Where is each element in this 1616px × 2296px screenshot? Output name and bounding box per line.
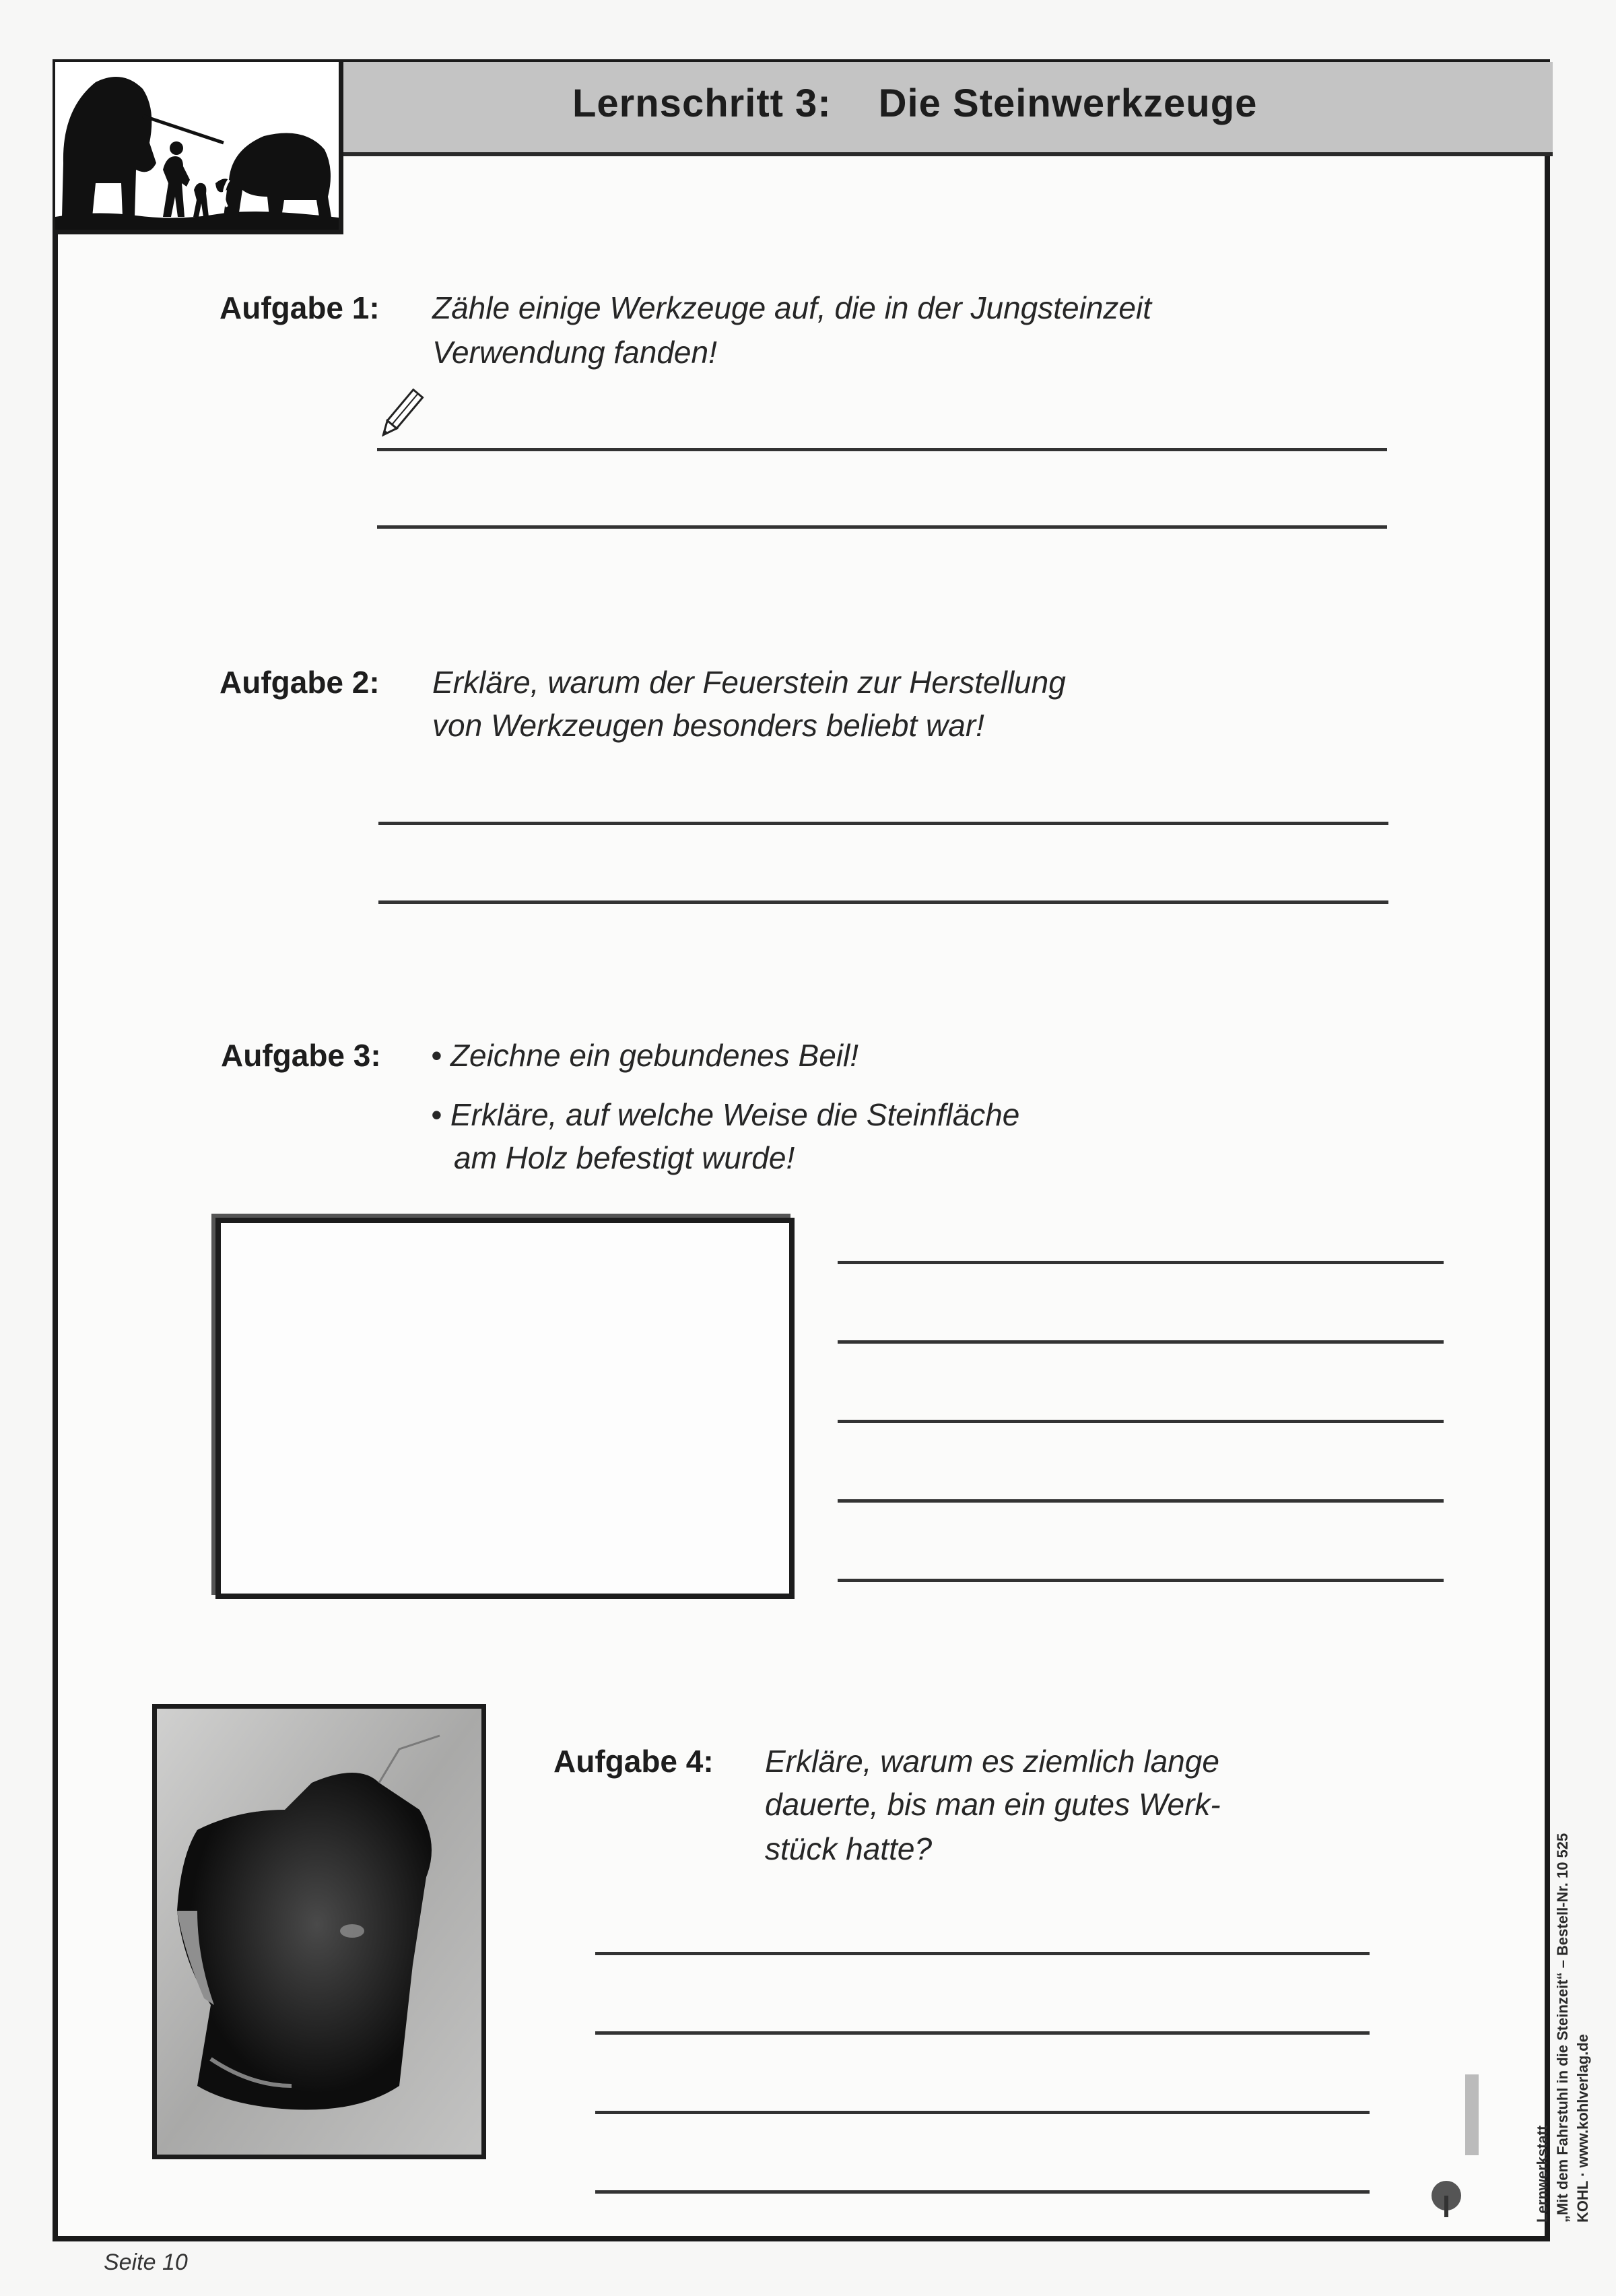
task-3-line-2: • Erkläre, auf welche Weise die Steinfläche [431, 1097, 1020, 1132]
answer-line[interactable] [377, 525, 1387, 529]
task-1-line-2: Verwendung fanden! [432, 335, 717, 370]
title-text: Die Steinwerkzeuge [878, 81, 1258, 125]
task-2-line-2: von Werkzeugen besonders beliebt war! [432, 708, 984, 743]
answer-line[interactable] [595, 2111, 1370, 2114]
answer-line[interactable] [838, 1420, 1444, 1423]
publisher-url[interactable]: www.kohlverlag.de [1574, 2034, 1591, 2168]
page-number: Seite 10 [104, 2250, 188, 2275]
answer-line[interactable] [595, 1952, 1370, 1955]
publisher-name: KOHL [1574, 2181, 1591, 2223]
publisher-sidebar [1533, 1833, 1593, 2223]
answer-line[interactable] [838, 1340, 1444, 1344]
step-label: Lernschritt 3: [572, 81, 832, 125]
sidebar-publisher: KOHL · www.kohlverlag.de [1574, 2034, 1591, 2223]
task-1-line-1: Zähle einige Werkzeuge auf, die in der Jungsteinzeit [432, 290, 1152, 325]
sidebar-series: Lernwerkstatt [1534, 2125, 1551, 2223]
pencil-icon [377, 384, 424, 448]
answer-line[interactable] [838, 1261, 1444, 1264]
answer-line[interactable] [377, 448, 1387, 451]
task-2-label: Aufgabe 2: [220, 665, 380, 700]
tree-logo-icon [1426, 2061, 1480, 2226]
answer-line[interactable] [378, 900, 1388, 904]
answer-line[interactable] [378, 822, 1388, 825]
task-4-label: Aufgabe 4: [553, 1744, 714, 1779]
answer-line[interactable] [595, 2031, 1370, 2035]
answer-line[interactable] [595, 2190, 1370, 2194]
flint-stone-photo [152, 1704, 486, 2159]
page-title [572, 81, 1257, 126]
task-3-label: Aufgabe 3: [221, 1038, 381, 1073]
task-1-label: Aufgabe 1: [220, 290, 380, 325]
task-4-line-1: Erkläre, warum es ziemlich lange [765, 1744, 1219, 1779]
task-3-line-3: am Holz befestigt wurde! [454, 1140, 795, 1175]
hunters-mammoth-icon [55, 62, 343, 234]
answer-line[interactable] [838, 1579, 1444, 1582]
task-4-line-2: dauerte, bis man ein gutes Werk- [765, 1787, 1221, 1822]
stone-age-silhouette-image [55, 62, 343, 234]
task-3-line-1: • Zeichne ein gebundenes Beil! [431, 1038, 858, 1073]
answer-line[interactable] [838, 1499, 1444, 1503]
sidebar-title-order: „Mit dem Fahrstuhl in die Steinzeit“ – Bestell-Nr. 10 525 [1554, 1833, 1571, 2223]
task-2-line-1: Erkläre, warum der Feuerstein zur Herstellung [432, 665, 1066, 700]
task-4-line-3: stück hatte? [765, 1831, 933, 1866]
drawing-box[interactable] [215, 1218, 795, 1599]
